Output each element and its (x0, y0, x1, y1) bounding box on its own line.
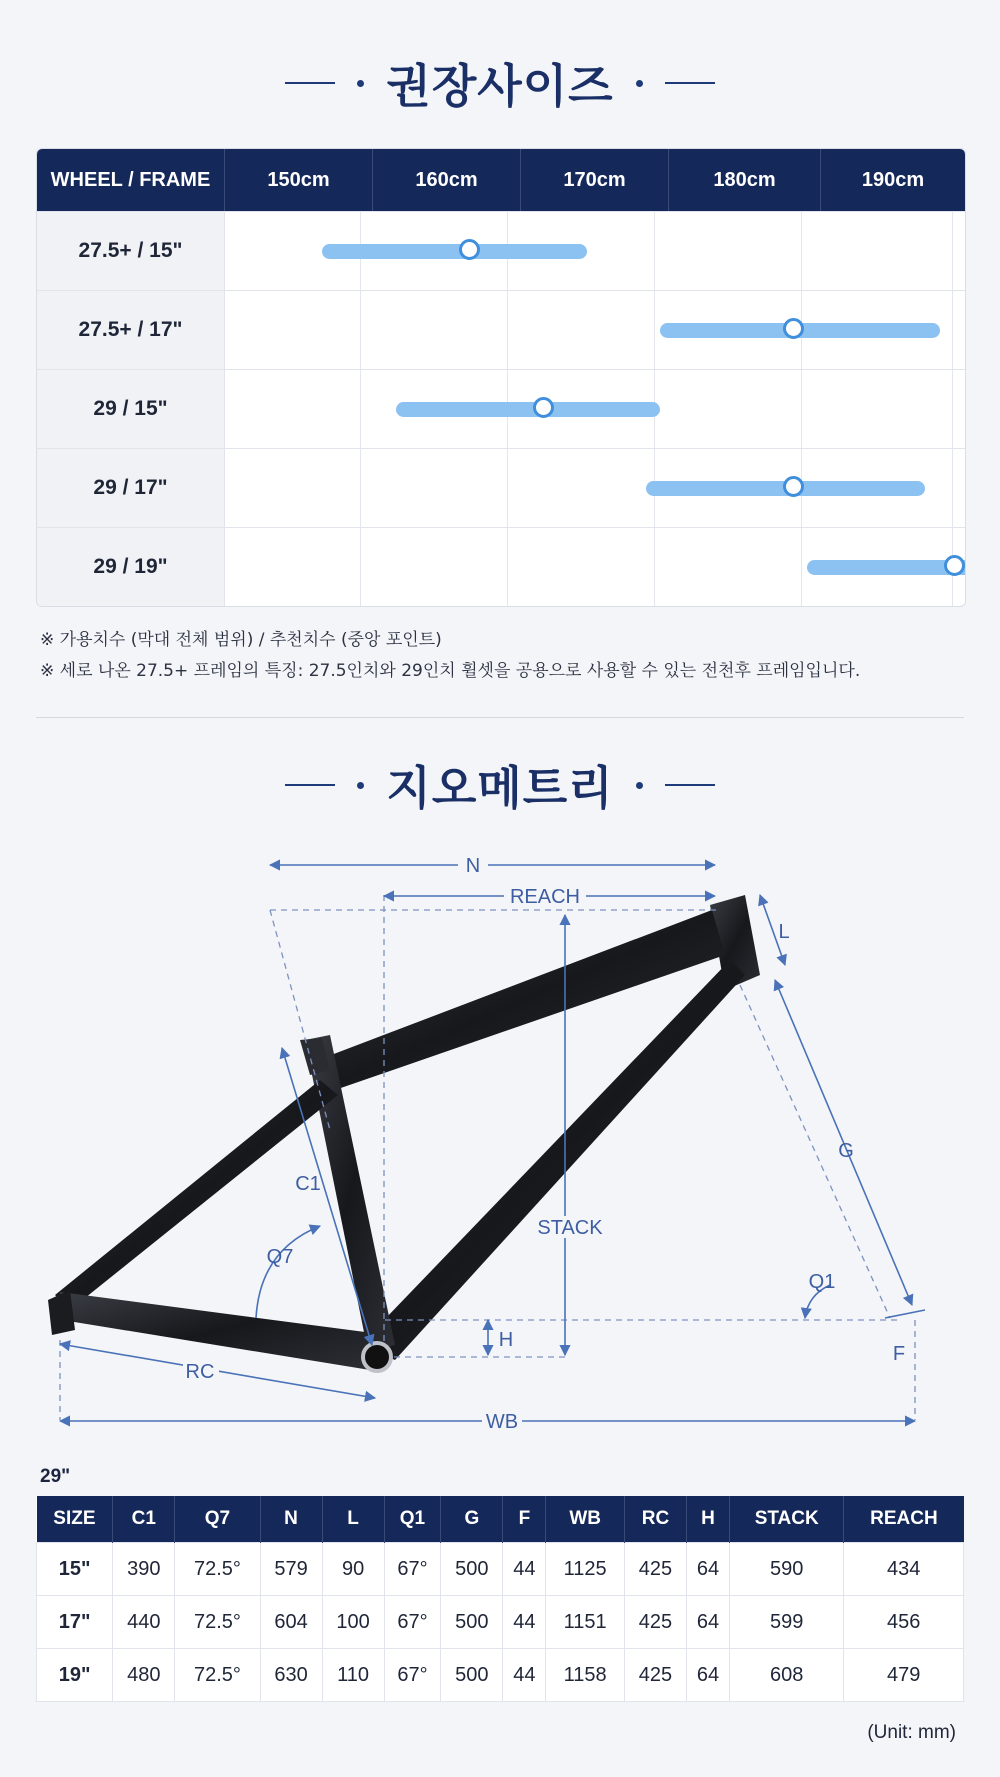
section-divider (36, 717, 964, 718)
value-cell: 44 (503, 1596, 546, 1649)
column-header: C1 (113, 1496, 175, 1543)
size-row-track (225, 528, 965, 606)
value-cell: 604 (260, 1596, 322, 1649)
table-row (37, 1543, 964, 1596)
value-cell: 100 (322, 1596, 384, 1649)
grid-line (360, 370, 361, 448)
value-cell: 440 (113, 1596, 175, 1649)
value-cell: 434 (844, 1543, 964, 1596)
size-row-label: 27.5+ / 17" (37, 291, 225, 369)
header-170cm: 170cm (521, 149, 669, 211)
header-160cm: 160cm (373, 149, 521, 211)
geometry-diagram (0, 840, 1000, 1450)
heading-line-left (285, 82, 335, 84)
label-n: N (465, 855, 481, 877)
heading-line-right (665, 82, 715, 84)
size-row-label: 29 / 19" (37, 528, 225, 606)
value-cell: 500 (441, 1596, 503, 1649)
value-cell: 608 (730, 1649, 844, 1702)
geometry-table-body (37, 1543, 964, 1702)
grid-line (360, 291, 361, 369)
value-cell: 44 (503, 1649, 546, 1702)
value-cell: 425 (624, 1649, 686, 1702)
recommended-point-marker (783, 318, 804, 339)
heading-line-right (665, 784, 715, 786)
value-cell: 480 (113, 1649, 175, 1702)
value-cell: 72.5° (175, 1596, 260, 1649)
label-g: G (838, 1140, 854, 1162)
header-180cm: 180cm (669, 149, 821, 211)
value-cell: 500 (441, 1649, 503, 1702)
column-header: WB (546, 1496, 624, 1543)
value-cell: 390 (113, 1543, 175, 1596)
grid-line (801, 528, 802, 606)
geometry-table-header (37, 1496, 964, 1543)
recommended-size-heading (0, 50, 1000, 116)
grid-line (952, 212, 953, 290)
size-row (37, 211, 965, 290)
recommended-point-marker (533, 397, 554, 418)
value-cell: 425 (624, 1543, 686, 1596)
label-h: H (498, 1329, 514, 1351)
size-row-track (225, 449, 965, 527)
value-cell: 456 (844, 1596, 964, 1649)
column-header: RC (624, 1496, 686, 1543)
value-cell: 64 (686, 1543, 729, 1596)
size-chart-table (36, 148, 966, 607)
column-header: Q7 (175, 1496, 260, 1543)
size-row-label: 29 / 17" (37, 449, 225, 527)
geometry-heading (0, 752, 1000, 818)
value-cell: 1151 (546, 1596, 624, 1649)
label-c1: C1 (295, 1173, 321, 1195)
header-wheel-frame: WHEEL / FRAME (37, 149, 225, 211)
label-l: L (778, 921, 790, 943)
value-cell: 1158 (546, 1649, 624, 1702)
label-q1: Q1 (808, 1271, 836, 1293)
value-cell: 64 (686, 1596, 729, 1649)
label-q7: Q7 (266, 1246, 294, 1268)
note-frame-feature: ※ 세로 나온 27.5+ 프레임의 특징: 27.5인치와 29인치 휠셋을 공용으로 사용할 수 있는 전천후 프레임입니다. (40, 661, 861, 681)
label-f: F (892, 1343, 906, 1365)
value-cell: 64 (686, 1649, 729, 1702)
column-header: G (441, 1496, 503, 1543)
size-row (37, 290, 965, 369)
size-range-bar (396, 402, 661, 417)
value-cell: 72.5° (175, 1649, 260, 1702)
size-row-track (225, 212, 965, 290)
column-header: Q1 (384, 1496, 441, 1543)
value-cell: 44 (503, 1543, 546, 1596)
value-cell: 67° (384, 1649, 441, 1702)
value-cell: 630 (260, 1649, 322, 1702)
label-rc: RC (185, 1361, 215, 1383)
unit-note: (Unit: mm) (867, 1722, 956, 1743)
value-cell: 599 (730, 1596, 844, 1649)
size-row-track (225, 370, 965, 448)
size-chart-rows (37, 211, 965, 606)
geometry-table (36, 1496, 964, 1702)
column-header: F (503, 1496, 546, 1543)
geometry-table-caption: 29" (40, 1466, 71, 1487)
heading-line-left (285, 784, 335, 786)
grid-line (507, 449, 508, 527)
grid-line (801, 212, 802, 290)
value-cell: 425 (624, 1596, 686, 1649)
column-header: REACH (844, 1496, 964, 1543)
size-cell: 17" (37, 1596, 113, 1649)
value-cell: 500 (441, 1543, 503, 1596)
label-stack: STACK (537, 1217, 603, 1239)
note-usage: ※ 가용치수 (막대 전체 범위) / 추천치수 (중앙 포인트) (40, 630, 442, 650)
grid-line (360, 449, 361, 527)
table-row (37, 1649, 964, 1702)
value-cell: 579 (260, 1543, 322, 1596)
heading-dot-right (636, 80, 643, 87)
recommended-size-title: 권장사이즈 (386, 59, 614, 113)
size-range-bar (322, 244, 587, 259)
recommended-point-marker (783, 476, 804, 497)
heading-dot-right (636, 782, 643, 789)
size-row (37, 448, 965, 527)
value-cell: 479 (844, 1649, 964, 1702)
value-cell: 67° (384, 1596, 441, 1649)
size-cell: 15" (37, 1543, 113, 1596)
label-wb: WB (485, 1411, 519, 1433)
size-row-label: 27.5+ / 15" (37, 212, 225, 290)
grid-line (654, 291, 655, 369)
grid-line (507, 291, 508, 369)
heading-dot-left (357, 782, 364, 789)
grid-line (654, 212, 655, 290)
column-header: N (260, 1496, 322, 1543)
table-row (37, 1596, 964, 1649)
grid-line (952, 370, 953, 448)
column-header: STACK (730, 1496, 844, 1543)
size-row-label: 29 / 15" (37, 370, 225, 448)
grid-line (952, 449, 953, 527)
size-range-bar (807, 560, 966, 575)
heading-dot-left (357, 80, 364, 87)
geometry-title: 지오메트리 (386, 761, 614, 815)
column-header: L (322, 1496, 384, 1543)
grid-line (952, 291, 953, 369)
size-row (37, 527, 965, 606)
size-row-track (225, 291, 965, 369)
value-cell: 67° (384, 1543, 441, 1596)
bike-frame-image (48, 895, 760, 1371)
size-row (37, 369, 965, 448)
grid-line (654, 528, 655, 606)
grid-line (360, 528, 361, 606)
header-190cm: 190cm (861, 168, 925, 191)
column-header: SIZE (37, 1496, 113, 1543)
value-cell: 72.5° (175, 1543, 260, 1596)
grid-line (801, 370, 802, 448)
grid-line (507, 528, 508, 606)
size-chart-header (37, 149, 965, 211)
value-cell: 110 (322, 1649, 384, 1702)
size-cell: 19" (37, 1649, 113, 1702)
value-cell: 90 (322, 1543, 384, 1596)
value-cell: 590 (730, 1543, 844, 1596)
label-reach: REACH (509, 886, 581, 908)
value-cell: 1125 (546, 1543, 624, 1596)
column-header: H (686, 1496, 729, 1543)
header-150cm: 150cm (225, 149, 373, 211)
